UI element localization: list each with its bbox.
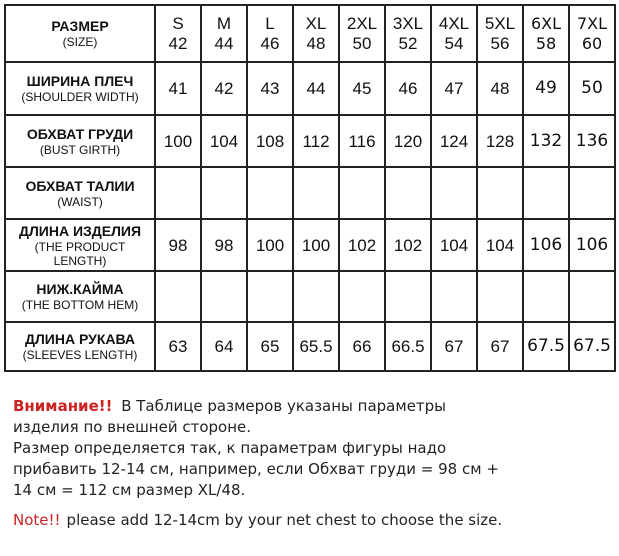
size-header-5xl — [477, 5, 523, 62]
row-label-cell — [5, 271, 155, 322]
notes-block — [13, 396, 613, 501]
value-cell: 132 — [523, 115, 569, 167]
size-header-3xl — [385, 5, 431, 62]
size-code: 7XL — [576, 13, 608, 33]
value-cell: 136 — [569, 115, 615, 167]
value-cell — [247, 167, 293, 219]
row-label-cell — [5, 62, 155, 115]
size-number: 60 — [581, 33, 603, 53]
note-text-en: please add 12-14cm by your net chest to choose the size. — [66, 511, 503, 529]
size-header-7xl — [569, 5, 615, 62]
value-cell: 106 — [523, 219, 569, 271]
value-cell — [431, 167, 477, 219]
table-row — [5, 322, 615, 371]
value-cell — [247, 271, 293, 322]
value-cell: 100 — [155, 115, 201, 167]
row-label-cell — [5, 219, 155, 271]
value-cell: 106 — [569, 219, 615, 271]
value-cell — [339, 167, 385, 219]
value-cell — [293, 271, 339, 322]
row-label-ru: ОБХВАТ ТАЛИИ — [25, 177, 135, 194]
value-cell: 128 — [477, 115, 523, 167]
size-code: M — [216, 13, 232, 33]
value-cell — [385, 271, 431, 322]
value-cell — [569, 167, 615, 219]
value-cell: 42 — [201, 62, 247, 115]
value-cell: 49 — [523, 62, 569, 115]
size-number: 46 — [260, 33, 280, 53]
size-code: XL — [305, 13, 327, 33]
row-label-cell — [5, 167, 155, 219]
value-cell: 124 — [431, 115, 477, 167]
size-number: 48 — [306, 33, 326, 53]
row-label-ru: ШИРИНА ПЛЕЧ — [26, 73, 134, 89]
size-number: 54 — [444, 33, 464, 53]
value-cell: 112 — [293, 115, 339, 167]
value-cell: 66.5 — [385, 322, 431, 371]
value-cell: 65.5 — [293, 322, 339, 371]
value-cell: 100 — [293, 219, 339, 271]
value-cell: 65 — [247, 322, 293, 371]
value-cell: 104 — [477, 219, 523, 271]
value-cell — [569, 271, 615, 322]
value-cell: 46 — [385, 62, 431, 115]
row-label-ru: ДЛИНА ИЗДЕЛИЯ — [18, 222, 142, 239]
value-cell: 67 — [431, 322, 477, 371]
value-cell — [385, 167, 431, 219]
value-cell: 116 — [339, 115, 385, 167]
value-cell: 44 — [293, 62, 339, 115]
value-cell — [523, 167, 569, 219]
value-cell: 98 — [155, 219, 201, 271]
value-cell — [523, 271, 569, 322]
value-cell: 48 — [477, 62, 523, 115]
value-cell — [155, 271, 201, 322]
value-cell: 108 — [247, 115, 293, 167]
value-cell: 98 — [201, 219, 247, 271]
row-label-en: (SHOULDER WIDTH) — [21, 90, 139, 104]
note-line-4: прибавить 12-14 см, например, если Обхват груди = 98 см + — [13, 460, 499, 478]
row-label-ru: НИЖ.КАЙМА — [36, 281, 124, 297]
value-cell — [477, 167, 523, 219]
size-code: L — [265, 13, 275, 33]
warning-label-en: Note!! — [13, 511, 61, 529]
note-line-1 — [13, 396, 613, 417]
header-row — [5, 5, 615, 62]
row-label-en: (THE PRODUCT LENGTH) — [34, 239, 126, 268]
size-header-xl — [293, 5, 339, 62]
header-label-cell — [5, 5, 155, 62]
value-cell: 100 — [247, 219, 293, 271]
size-header-s — [155, 5, 201, 62]
header-label-ru: РАЗМЕР — [51, 18, 109, 34]
size-header-4xl — [431, 5, 477, 62]
value-cell: 104 — [431, 219, 477, 271]
size-code: 3XL — [392, 13, 424, 33]
note-text-1: В Таблице размеров указаны параметры — [121, 397, 447, 415]
note-english — [13, 511, 502, 529]
header-label-en: (SIZE) — [62, 35, 98, 49]
value-cell: 67 — [477, 322, 523, 371]
size-number: 58 — [535, 33, 557, 53]
value-cell: 50 — [569, 62, 615, 115]
row-label-cell — [5, 322, 155, 371]
value-cell — [201, 167, 247, 219]
size-header-l — [247, 5, 293, 62]
value-cell: 45 — [339, 62, 385, 115]
size-number: 52 — [398, 33, 418, 53]
row-label-en: (THE BOTTOM HEM) — [21, 298, 139, 312]
size-header-2xl — [339, 5, 385, 62]
table-row — [5, 115, 615, 167]
size-number: 44 — [214, 33, 234, 53]
value-cell — [431, 271, 477, 322]
table-row — [5, 167, 615, 219]
size-code: 2XL — [346, 13, 378, 33]
size-header-6xl — [523, 5, 569, 62]
table-row — [5, 62, 615, 115]
value-cell: 102 — [339, 219, 385, 271]
size-code: 6XL — [530, 13, 562, 33]
value-cell: 104 — [201, 115, 247, 167]
value-cell: 64 — [201, 322, 247, 371]
value-cell: 47 — [431, 62, 477, 115]
note-line-5: 14 см = 112 см размер XL/48. — [13, 481, 246, 499]
value-cell: 41 — [155, 62, 201, 115]
row-label-cell — [5, 115, 155, 167]
value-cell — [155, 167, 201, 219]
value-cell — [477, 271, 523, 322]
value-cell: 67.5 — [569, 322, 615, 371]
value-cell — [201, 271, 247, 322]
value-cell: 120 — [385, 115, 431, 167]
size-code: 5XL — [484, 13, 516, 33]
note-line-3: Размер определяется так, к параметрам фигуры надо — [13, 439, 447, 457]
size-code: S — [172, 13, 184, 33]
size-chart-table — [4, 4, 616, 372]
size-header-m — [201, 5, 247, 62]
row-label-en: (BUST GIRTH) — [39, 142, 121, 157]
value-cell: 102 — [385, 219, 431, 271]
size-number: 56 — [490, 33, 510, 53]
row-label-en: (SLEEVES LENGTH) — [22, 348, 138, 362]
size-number: 50 — [352, 33, 372, 53]
size-code: 4XL — [438, 13, 470, 33]
value-cell: 63 — [155, 322, 201, 371]
row-label-en: (WAIST) — [57, 194, 103, 209]
row-label-ru: ОБХВАТ ГРУДИ — [26, 125, 134, 142]
warning-label-ru: Внимание!! — [13, 397, 113, 415]
row-label-ru: ДЛИНА РУКАВА — [24, 331, 135, 347]
table-row — [5, 271, 615, 322]
table-row — [5, 219, 615, 271]
value-cell: 43 — [247, 62, 293, 115]
value-cell: 66 — [339, 322, 385, 371]
note-line-2: изделия по внешней стороне. — [13, 418, 252, 436]
value-cell — [339, 271, 385, 322]
value-cell: 67.5 — [523, 322, 569, 371]
size-number: 42 — [168, 33, 188, 53]
value-cell — [293, 167, 339, 219]
